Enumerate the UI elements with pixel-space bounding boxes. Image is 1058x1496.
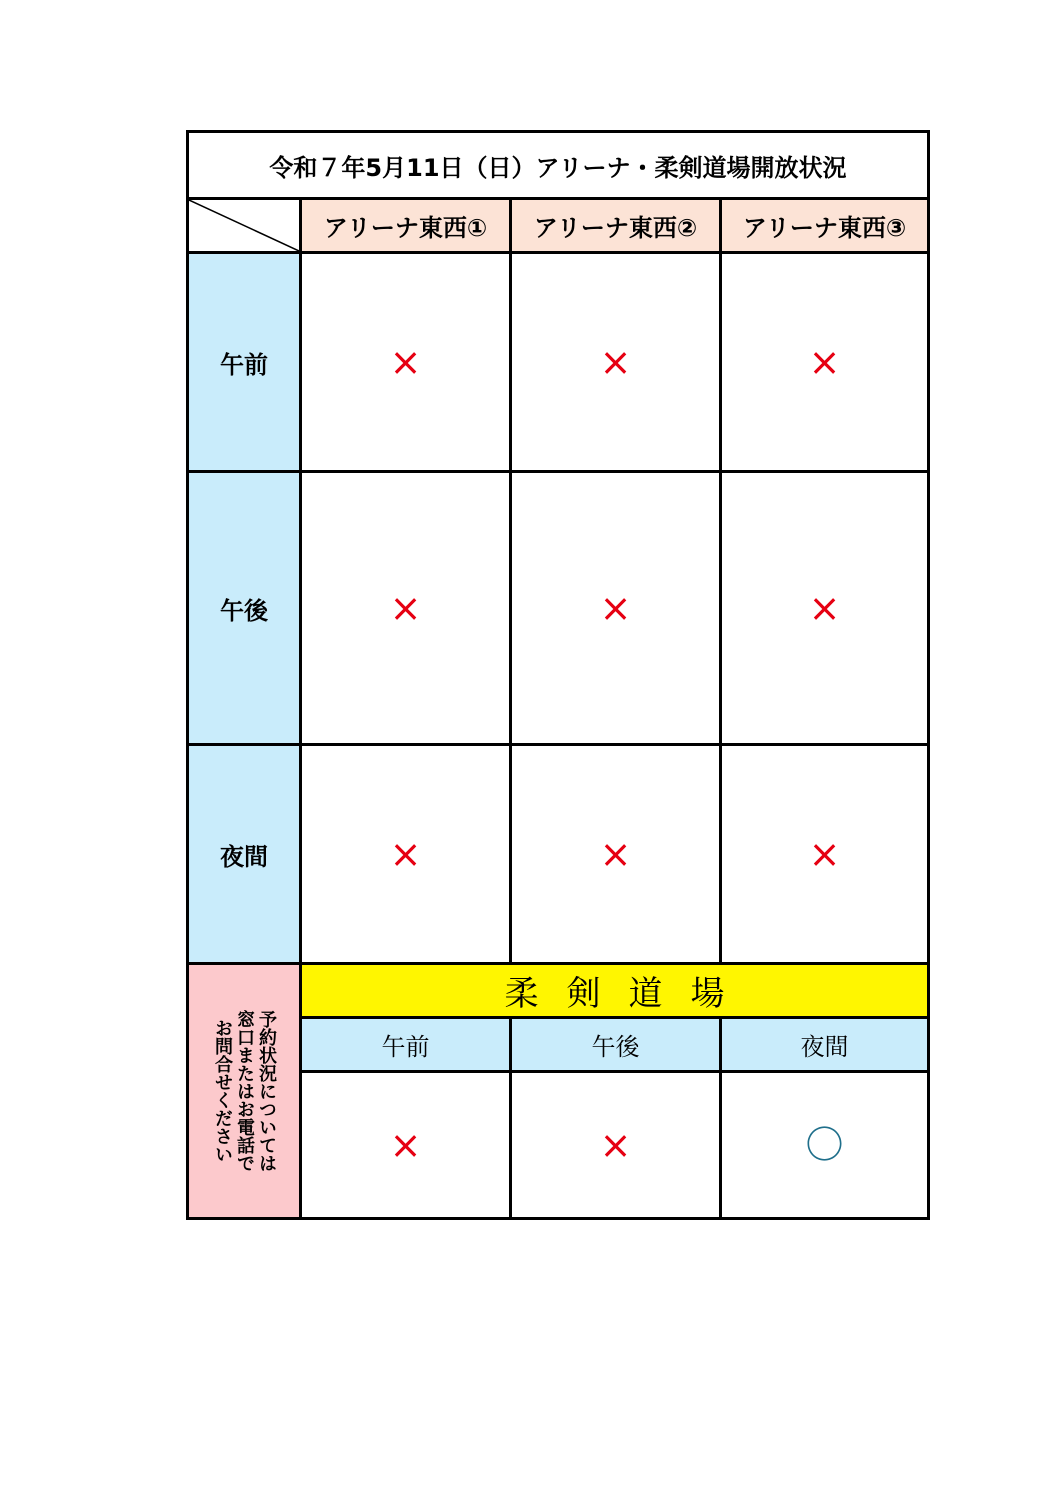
slot-header-night: 夜間 [186, 743, 302, 965]
arena-header-1: アリーナ東西① [299, 197, 512, 254]
arena-cell [299, 743, 512, 965]
status-mark: × [389, 586, 422, 630]
status-mark: × [599, 1123, 632, 1167]
status-mark: × [599, 832, 632, 876]
reservation-note-text: 予約状況については 窓口またはお電話で お問合せください [212, 1010, 277, 1172]
status-mark: 〇 [805, 1123, 844, 1167]
dojo-cell [719, 1070, 930, 1220]
status-mark: × [599, 586, 632, 630]
dojo-cell [299, 1070, 512, 1220]
arena-header-2: アリーナ東西② [509, 197, 722, 254]
arena-cell [299, 470, 512, 746]
status-mark: × [389, 832, 422, 876]
slot-header-morning: 午前 [186, 251, 302, 473]
arena-cell [719, 743, 930, 965]
status-mark: × [389, 340, 422, 384]
dojo-title: 柔剣道場 [299, 962, 930, 1019]
status-mark: × [808, 832, 841, 876]
dojo-slot-morning: 午前 [299, 1016, 512, 1073]
corner-cell [186, 197, 302, 254]
availability-sheet [186, 130, 930, 1220]
status-mark: × [808, 586, 841, 630]
arena-cell [509, 251, 722, 473]
page-title: 令和７年5月11日（日）アリーナ・柔剣道場開放状況 [186, 130, 930, 200]
status-mark: × [389, 1123, 422, 1167]
dojo-slot-afternoon: 午後 [509, 1016, 722, 1073]
reservation-note [186, 962, 302, 1220]
arena-header-3: アリーナ東西③ [719, 197, 930, 254]
arena-cell [719, 470, 930, 746]
arena-cell [299, 251, 512, 473]
diagonal-line [189, 200, 299, 251]
arena-cell [509, 470, 722, 746]
arena-cell [719, 251, 930, 473]
slot-header-afternoon: 午後 [186, 470, 302, 746]
status-mark: × [599, 340, 632, 384]
dojo-cell [509, 1070, 722, 1220]
arena-cell [509, 743, 722, 965]
status-mark: × [808, 340, 841, 384]
dojo-slot-night: 夜間 [719, 1016, 930, 1073]
